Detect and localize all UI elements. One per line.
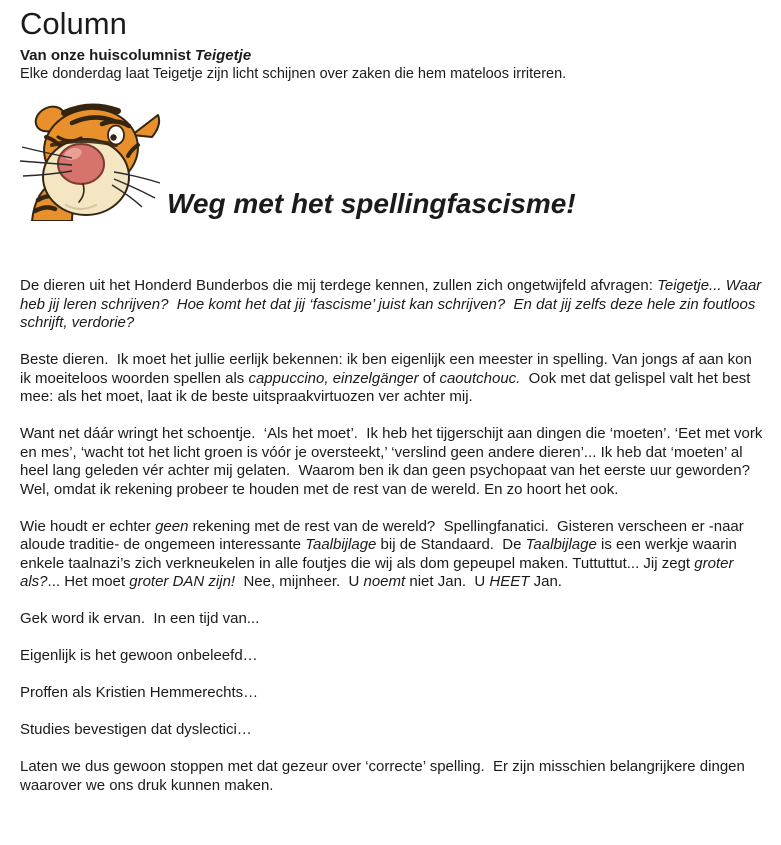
text-run: groter als? bbox=[20, 554, 738, 590]
text-run: caoutchouc. bbox=[439, 369, 521, 387]
text-run: Gek word ik ervan. In een tijd van... bbox=[20, 610, 260, 627]
paragraph-5 bbox=[20, 610, 765, 629]
text-run: Taalbijlage bbox=[305, 536, 377, 553]
paragraph-4 bbox=[20, 518, 765, 592]
text-run: Taalbijlage bbox=[525, 536, 597, 553]
page-title: Column bbox=[20, 6, 127, 41]
text-run: Beste dieren. Ik moet het jullie eerlijk bekennen: ik ben eigenlijk een meester in spelling. Van jongs af aan kon ik moeiteloos woorden spellen als bbox=[20, 351, 757, 387]
byline bbox=[20, 46, 765, 65]
text-run: rekening met de rest van de wereld? Spellingfanatici. Gisteren verscheen er -naar aloude traditie- de ongemeen interessante bbox=[20, 517, 748, 553]
text-run: Jan. bbox=[529, 573, 562, 590]
text-run: Nee, mijnheer. U bbox=[235, 573, 364, 590]
hero-section bbox=[20, 97, 765, 221]
paragraph-9 bbox=[20, 758, 765, 795]
text-run: Studies bevestigen dat dyslectici… bbox=[20, 721, 252, 738]
tagline: Elke donderdag laat Teigetje zijn licht schijnen over zaken die hem mateloos irriteren. bbox=[20, 66, 567, 82]
text-run: Teigetje... Waar heb jij leren schrijven? Hoe komt het dat jij ‘fascisme’ juist kan schrijven? En dat jij zelfs deze hele zin foutloos schrijft, verdorie? bbox=[20, 277, 766, 331]
text-run: niet Jan. U bbox=[405, 573, 490, 590]
text-run: Proffen als Kristien Hemmerechts… bbox=[20, 684, 259, 701]
text-run: De dieren uit het Honderd Bunderbos die mij terdege kennen, zullen zich ongetwijfeld afvragen: bbox=[20, 277, 658, 294]
text-run: noemt bbox=[363, 573, 406, 590]
text-run: bij de Standaard. De bbox=[376, 536, 526, 553]
paragraph-3 bbox=[20, 425, 765, 499]
text-run: Want net dáár wringt het schoentje. ‘Als het moet’. Ik heb het tijgerschijt aan dingen die ‘moeten’. ‘Eet met vork en mes’, ‘wacht tot het licht groen is vóór je oversteekt,’ ‘verslind geen andere dieren’... Ik heb dat ‘moeten’ al heel lang geleden vér achter mij gelaten. Waarom ben ik dan geen psychopaat van het eerste uur geworden? Wel, omdat ik rekening probeer te houden met de rest van de wereld. En zo hoort het ook. bbox=[20, 425, 767, 498]
article-headline: Weg met het spellingfascisme! bbox=[167, 188, 576, 219]
text-run: Ook met dat gelispel valt het best mee: als het moet, laat ik de beste uitspraakvirtuozen ver achter mij. bbox=[20, 369, 755, 405]
text-run: groter DAN zijn! bbox=[129, 573, 236, 590]
paragraph-6 bbox=[20, 647, 765, 666]
paragraph-1 bbox=[20, 277, 765, 333]
text-run: Laten we dus gewoon stoppen met dat gezeur over ‘correcte’ spelling. Er zijn misschien belangrijkere dingen waarover we ons druk kunnen maken. bbox=[20, 758, 750, 794]
text-run: Wie houdt er echter bbox=[20, 517, 156, 535]
page-header bbox=[20, 4, 765, 83]
text-run: of bbox=[418, 369, 440, 387]
paragraph-8 bbox=[20, 721, 765, 740]
byline-prefix: Van onze huiscolumnist bbox=[20, 47, 196, 64]
text-run: geen bbox=[155, 517, 189, 535]
text-run: is een werkje waarin enkele taalnazi’s zich verkneukelen in alle foutjes die wij als dom gepeupel maken. Tuttuttut... Jij zegt bbox=[20, 536, 742, 572]
text-run: cappuccino, einzelgänger bbox=[248, 369, 419, 387]
byline-author: Teigetje bbox=[195, 47, 252, 64]
text-run: HEET bbox=[489, 573, 530, 590]
article-body bbox=[20, 277, 765, 795]
text-run: Eigenlijk is het gewoon onbeleefd… bbox=[20, 647, 258, 664]
text-run: ... Het moet bbox=[47, 573, 130, 590]
tigger-illustration bbox=[20, 97, 162, 221]
paragraph-2 bbox=[20, 351, 765, 407]
paragraph-7 bbox=[20, 684, 765, 703]
